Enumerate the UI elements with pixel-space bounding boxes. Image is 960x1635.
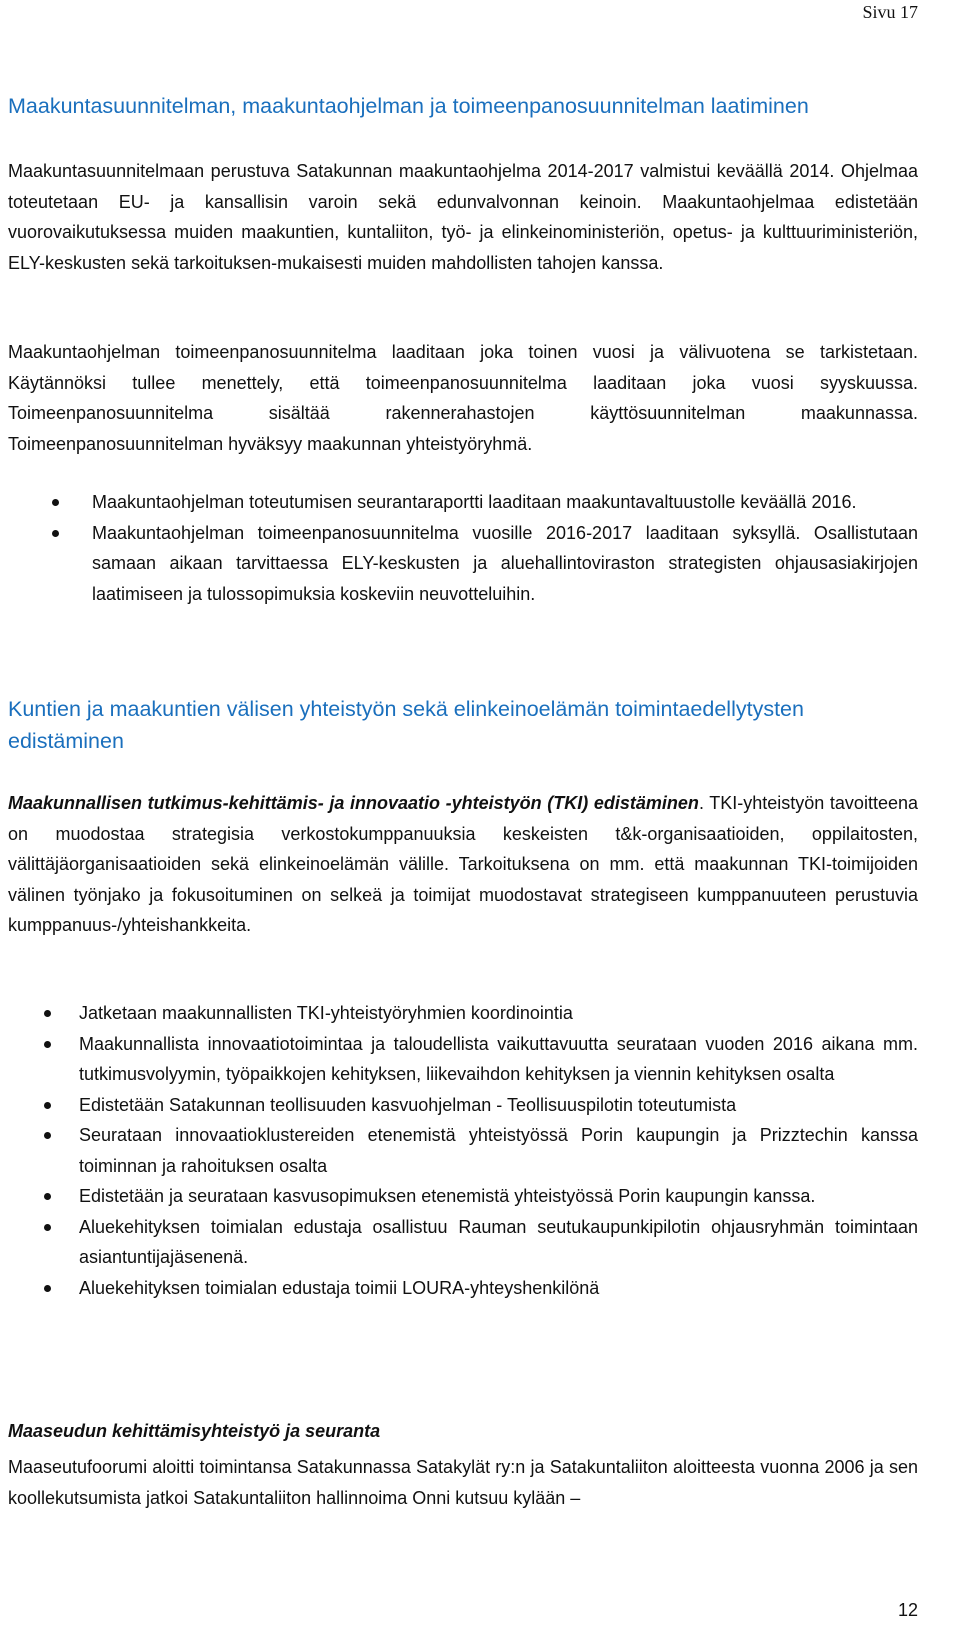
bullet-icon <box>44 1041 51 1048</box>
bullet-icon <box>44 1193 51 1200</box>
list-item <box>8 1090 918 1121</box>
paragraph <box>8 788 918 941</box>
list-item <box>8 518 918 610</box>
list-item <box>8 1181 918 1212</box>
bullet-icon <box>52 499 59 506</box>
paragraph-text: . TKI-yhteistyön tavoitteena on muodostaa strategisia verkostokumppanuuksia keskeisten t&k-organisaatioiden, oppilaitosten, välittäjäorganisaatioiden sekä elinkeinoelämän välille. Tarkoituksena on mm. että maakunnan TKI-toimijoiden välinen työnjako ja fokusoituminen on selkeä ja toimijat muodostavat strategiseen kumppanuuteen perustuvia kumppanuus-/yhteishankkeita. <box>8 793 918 935</box>
list-item-text: Aluekehityksen toimialan edustaja toimii LOURA-yhteyshenkilönä <box>79 1277 600 1298</box>
list-item-text: Seurataan innovaatioklustereiden etenemistä yhteistyössä Porin kaupungin ja Prizztechin kanssa toiminnan ja rahoituksen osalta <box>79 1125 918 1176</box>
list-item-text: Maakuntaohjelman toteutumisen seurantaraportti laaditaan maakuntavaltuustolle keväällä 2016. <box>92 492 857 512</box>
list-item-text: Maakuntaohjelman toimeenpanosuunnitelma vuosille 2016-2017 laaditaan syksyllä. Osallistutaan samaan aikaan tarvittaessa ELY-keskusten ja aluehallintoviraston strategisten ohjausasiakirjojen laatimiseen ja tulossopimuksia koskeviin neuvotteluihin. <box>92 522 918 604</box>
subheading <box>8 1416 918 1447</box>
list-item <box>8 1029 918 1090</box>
paragraph: Maaseutufoorumi aloitti toimintansa Satakunnassa Satakylät ry:n ja Satakuntaliiton aloitteesta vuonna 2006 ja sen koollekutsumista jatkoi Satakuntaliiton hallinnoima Onni kutsuu kylään – <box>8 1457 918 1508</box>
bullet-list <box>8 487 918 609</box>
bullet-icon <box>44 1010 51 1017</box>
page-number: 12 <box>897 1600 918 1620</box>
bullet-icon <box>44 1224 51 1231</box>
paragraph: Maakuntasuunnitelmaan perustuva Satakunnan maakuntaohjelma 2014-2017 valmistui keväällä 2014. Ohjelmaa toteutetaan EU- ja kansallisin varoin sekä edunvalvonnan keinoin. Maakuntaohjelmaa edistetään vuorovaikutuksessa muiden maakuntien, kuntaliiton, työ- ja elinkeinoministeriön, opetus- ja kulttuuriministeriön, ELY-keskusten sekä tarkoituksen-mukaisesti muiden mahdollisten tahojen kanssa. <box>8 161 918 273</box>
subheading-text: Maaseudun kehittämisyhteistyö ja seuranta <box>8 1421 381 1441</box>
paragraph: Maakuntaohjelman toimeenpanosuunnitelma laaditaan joka toinen vuosi ja välivuotena se tarkistetaan. Käytännöksi tullee menettely, että toimeenpanosuunnitelma laaditaan joka vuosi syyskuussa. Toimeenpanosuunnitelma sisältää rakennerahastojen käyttösuunnitelman maakunnassa. Toimeenpanosuunnitelman hyväksyy maakunnan yhteistyöryhmä. <box>8 342 918 454</box>
bullet-icon <box>44 1102 51 1109</box>
section-heading: Maakuntasuunnitelman, maakuntaohjelman ja toimeenpanosuunnitelman laatiminen <box>8 94 809 118</box>
bullet-list <box>8 998 918 1303</box>
section-heading: Kuntien ja maakuntien välisen yhteistyön sekä elinkeinoelämän toimintaedellytysten edistäminen <box>8 697 804 753</box>
list-item <box>8 1212 918 1273</box>
bullet-icon <box>52 530 59 537</box>
list-item <box>8 487 918 518</box>
page-header: Sivu 17 <box>862 2 918 22</box>
list-item-text: Aluekehityksen toimialan edustaja osallistuu Rauman seutukaupunkipilotin ohjausryhmän toimintaan asiantuntijajäsenenä. <box>79 1216 918 1267</box>
list-item-text: Edistetään Satakunnan teollisuuden kasvuohjelman - Teollisuuspilotin toteutumista <box>79 1094 737 1115</box>
list-item <box>8 998 918 1029</box>
list-item-text: Jatketaan maakunnallisten TKI-yhteistyöryhmien koordinointia <box>79 1003 573 1023</box>
bullet-icon <box>44 1132 51 1139</box>
list-item <box>8 1120 918 1181</box>
list-item <box>8 1273 918 1304</box>
bullet-icon <box>44 1285 51 1292</box>
paragraph-title: Maakunnallisen tutkimus-kehittämis- ja innovaatio -yhteistyön (TKI) edistäminen <box>8 793 699 813</box>
list-item-text: Maakunnallista innovaatiotoimintaa ja taloudellista vaikuttavuutta seurataan vuoden 2016 aikana mm. tutkimusvolyymin, työpaikkojen kehityksen, liikevaihdon kehityksen ja viennin kehityksen osalta <box>79 1033 918 1084</box>
list-item-text: Edistetään ja seurataan kasvusopimuksen etenemistä yhteistyössä Porin kaupungin kanssa. <box>79 1186 816 1206</box>
